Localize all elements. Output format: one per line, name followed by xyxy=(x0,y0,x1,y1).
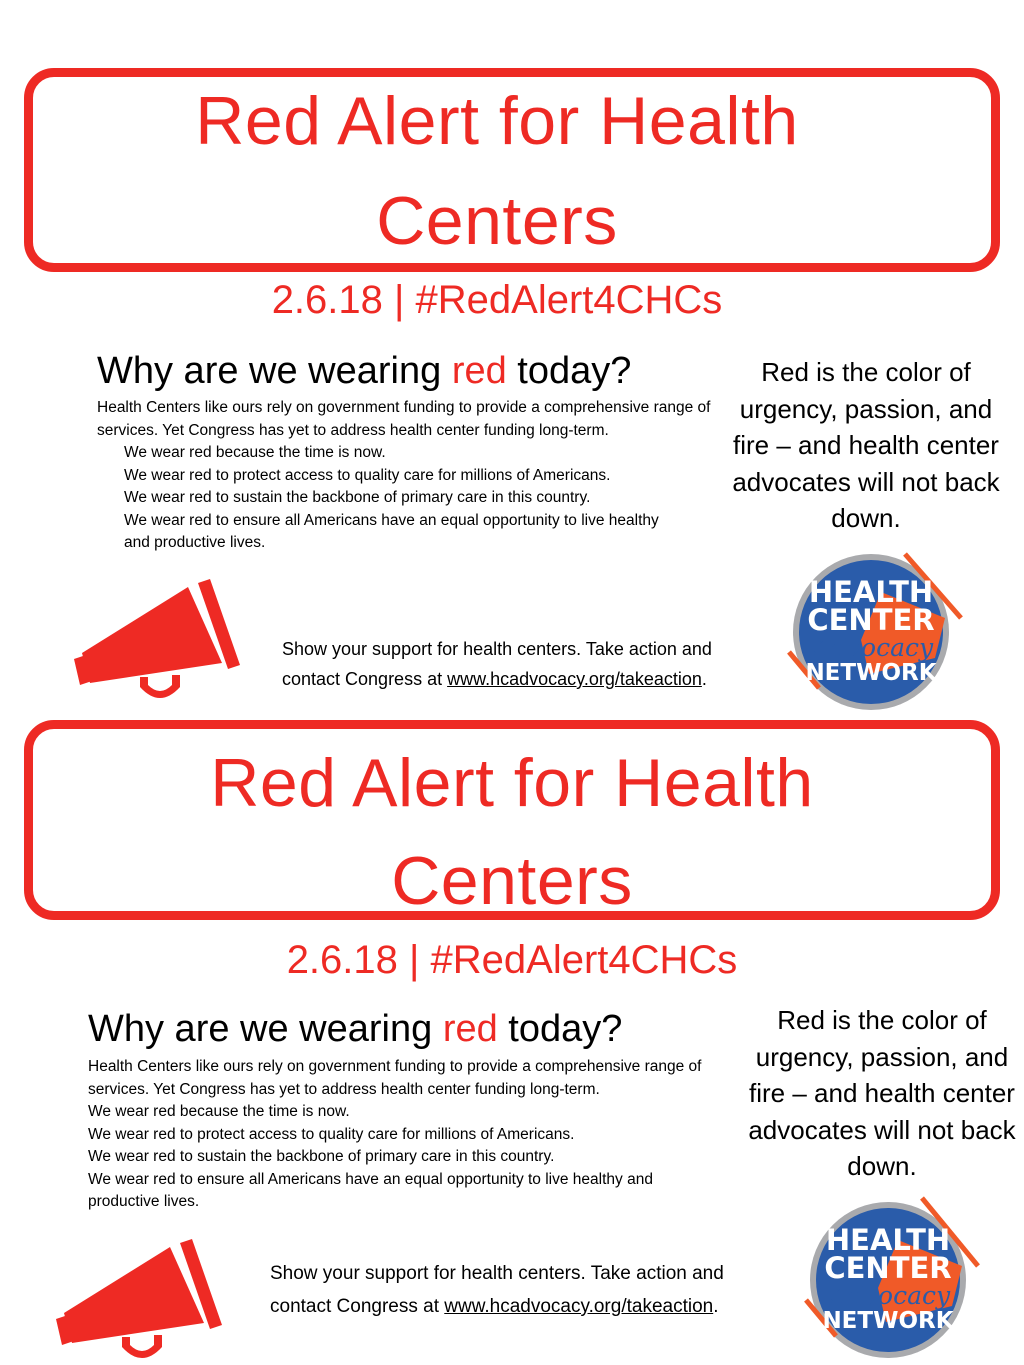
call-to-action xyxy=(282,634,752,694)
title-line-1: Red Alert for Health xyxy=(210,745,814,821)
cta-text: Show your support for health centers. Take action and contact Congress at xyxy=(270,1263,724,1317)
reason-1: We wear red because the time is now. xyxy=(124,444,386,461)
title-line-2: Centers xyxy=(376,183,618,259)
reason-3: We wear red to sustain the backbone of primary care in this country. xyxy=(88,1148,555,1165)
title-line-2: Centers xyxy=(391,843,633,919)
question-end: today? xyxy=(497,1008,623,1050)
intro-paragraph: Health Centers like ours rely on government funding to provide a comprehensive range of services. Yet Congress has yet to address health center funding long-term. xyxy=(97,399,711,439)
side-quote: Red is the color of urgency, passion, and fire – and health center advocates will not back down. xyxy=(732,357,1000,533)
question-heading xyxy=(88,1006,622,1052)
side-quote: Red is the color of urgency, passion, and fire – and health center advocates will not back down. xyxy=(748,1005,1016,1181)
subtitle-hashtag: 2.6.18 | #RedAlert4CHCs xyxy=(286,938,738,982)
body-text xyxy=(97,397,722,555)
takeaction-link[interactable]: www.hcadvocacy.org/takeaction xyxy=(444,1296,714,1317)
reason-4: We wear red to ensure all Americans have an equal opportunity to live healthy and productive lives. xyxy=(124,511,659,551)
reason-4: We wear red to ensure all Americans have an equal opportunity to live healthy and productive lives. xyxy=(88,1170,653,1210)
health-center-advocacy-network-logo xyxy=(785,548,965,718)
logo-line-3: Advocacy xyxy=(812,633,934,662)
cta-text: Show your support for health centers. Take action and contact Congress at xyxy=(282,639,712,689)
logo-line-1: HEALTH xyxy=(808,575,934,609)
reason-1: We wear red because the time is now. xyxy=(88,1103,350,1120)
call-to-action xyxy=(270,1257,740,1323)
question-red-word: red xyxy=(451,350,507,392)
megaphone-icon xyxy=(52,1235,222,1365)
logo-line-4: NETWORK xyxy=(822,1308,954,1334)
question-start: Why are we wearing xyxy=(97,350,452,392)
cta-end: . xyxy=(701,669,707,689)
megaphone-icon xyxy=(70,575,240,705)
flyer-2 xyxy=(0,700,1024,1365)
logo-line-1: HEALTH xyxy=(825,1223,951,1257)
logo-line-3: Advocacy xyxy=(829,1281,951,1310)
reason-2: We wear red to protect access to quality care for millions of Americans. xyxy=(124,466,611,484)
logo-line-2: CENTER xyxy=(807,603,935,637)
logo-line-4: NETWORK xyxy=(805,660,937,686)
takeaction-link[interactable]: www.hcadvocacy.org/takeaction xyxy=(447,669,702,689)
question-end: today? xyxy=(506,350,632,392)
body-text xyxy=(88,1056,713,1214)
subtitle-hashtag: 2.6.18 | #RedAlert4CHCs xyxy=(271,278,723,322)
question-heading xyxy=(97,348,631,394)
question-start: Why are we wearing xyxy=(88,1008,443,1050)
title-line-1: Red Alert for Health xyxy=(195,83,799,159)
logo-line-2: CENTER xyxy=(824,1251,952,1285)
reason-2: We wear red to protect access to quality care for millions of Americans. xyxy=(88,1125,575,1143)
question-red-word: red xyxy=(442,1008,498,1050)
cta-end: . xyxy=(713,1296,719,1317)
intro-paragraph: Health Centers like ours rely on government funding to provide a comprehensive range of services. Yet Congress has yet to address health center funding long-term. xyxy=(88,1058,702,1098)
health-center-advocacy-network-logo xyxy=(800,1192,980,1362)
reason-3: We wear red to sustain the backbone of primary care in this country. xyxy=(124,489,591,506)
